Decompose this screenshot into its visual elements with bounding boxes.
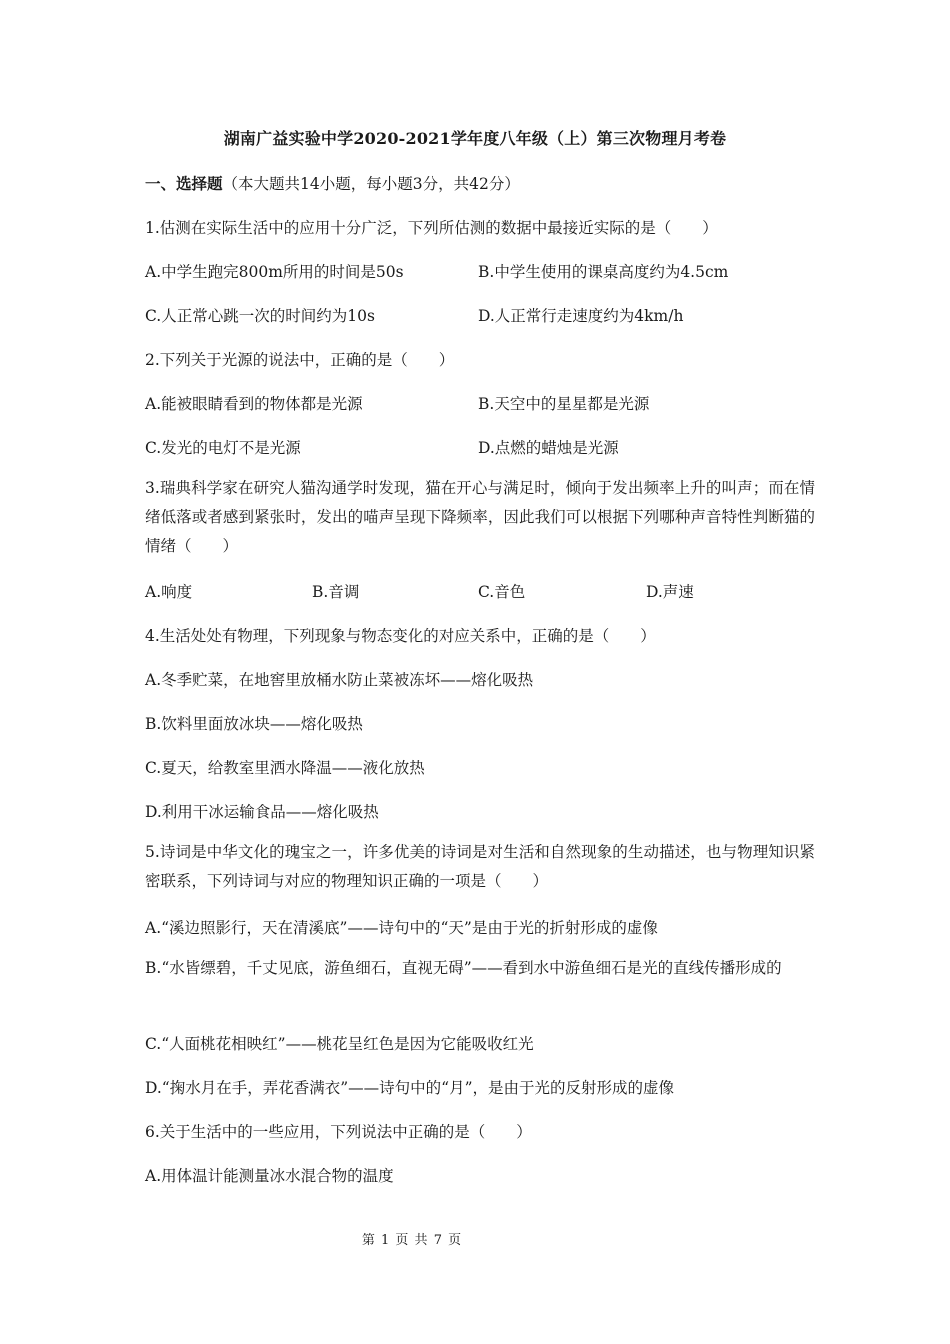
page-footer: 第 1 页 共 7 页 (361, 1233, 463, 1248)
question-3-option-d: D.声速 (646, 583, 694, 601)
question-5-stem: 5.诗词是中华文化的瑰宝之一，许多优美的诗词是对生活和自然现象的生动描述，也与物理知识紧密联系，下列诗词与对应的物理知识正确的一项是（ ） (145, 843, 815, 890)
section-heading (145, 172, 520, 194)
question-1-option-a: A.中学生跑完800m所用的时间是50s (145, 263, 404, 281)
question-4-option-d: D.利用干冰运输食品——熔化吸热 (145, 803, 379, 821)
question-2-option-b: B.天空中的星星都是光源 (478, 395, 650, 413)
question-4-option-a: A.冬季贮菜，在地窖里放桶水防止菜被冻坏——熔化吸热 (145, 671, 534, 689)
question-4-option-b: B.饮料里面放冰块——熔化吸热 (145, 715, 363, 733)
question-2-option-d: D.点燃的蜡烛是光源 (478, 439, 619, 457)
question-1-option-c: C.人正常心跳一次的时间约为10s (145, 307, 375, 325)
question-5-option-b: B.“水皆缥碧，千丈见底，游鱼细石，直视无碍”——看到水中游鱼细石是光的直线传播形成的 (145, 959, 782, 977)
section-title: 一、选择题 (145, 174, 223, 193)
question-3-option-b: B.音调 (312, 583, 360, 601)
question-6-option-a: A.用体温计能测量冰水混合物的温度 (145, 1167, 394, 1185)
question-2-option-c: C.发光的电灯不是光源 (145, 439, 301, 457)
question-3-option-a: A.响度 (145, 583, 193, 601)
question-4-option-c: C.夏天，给教室里洒水降温——液化放热 (145, 759, 425, 777)
question-2-option-a: A.能被眼睛看到的物体都是光源 (145, 395, 363, 413)
question-1-stem: 1.估测在实际生活中的应用十分广泛，下列所估测的数据中最接近实际的是（ ） (145, 219, 718, 237)
question-6-stem: 6.关于生活中的一些应用，下列说法中正确的是（ ） (145, 1123, 532, 1141)
question-4-stem: 4.生活处处有物理，下列现象与物态变化的对应关系中，正确的是（ ） (145, 627, 656, 645)
question-2-stem: 2.下列关于光源的说法中，正确的是（ ） (145, 351, 455, 369)
question-3-option-c: C.音色 (478, 583, 526, 601)
section-note: （本大题共14小题，每小题3分，共42分） (222, 175, 520, 193)
question-1-option-b: B.中学生使用的课桌高度约为4.5cm (478, 263, 729, 281)
question-3-stem: 3.瑞典科学家在研究人猫沟通学时发现，猫在开心与满足时，倾向于发出频率上升的叫声；而在情绪低落或者感到紧张时，发出的喵声呈现下降频率，因此我们可以根据下列哪种声音特性判断猫的情绪（ ） (145, 479, 815, 555)
question-5-option-a: A.“溪边照影行，天在清溪底”——诗句中的“天”是由于光的折射形成的虚像 (145, 919, 658, 937)
question-1-option-d: D.人正常行走速度约为4km/h (478, 307, 684, 325)
question-5-option-d: D.“掬水月在手，弄花香满衣”——诗句中的“月”，是由于光的反射形成的虚像 (145, 1079, 675, 1097)
exam-title: 湖南广益实验中学2020-2021学年度八年级（上）第三次物理月考卷 (223, 129, 727, 148)
question-5-option-c: C.“人面桃花相映红”——桃花呈红色是因为它能吸收红光 (145, 1035, 534, 1053)
